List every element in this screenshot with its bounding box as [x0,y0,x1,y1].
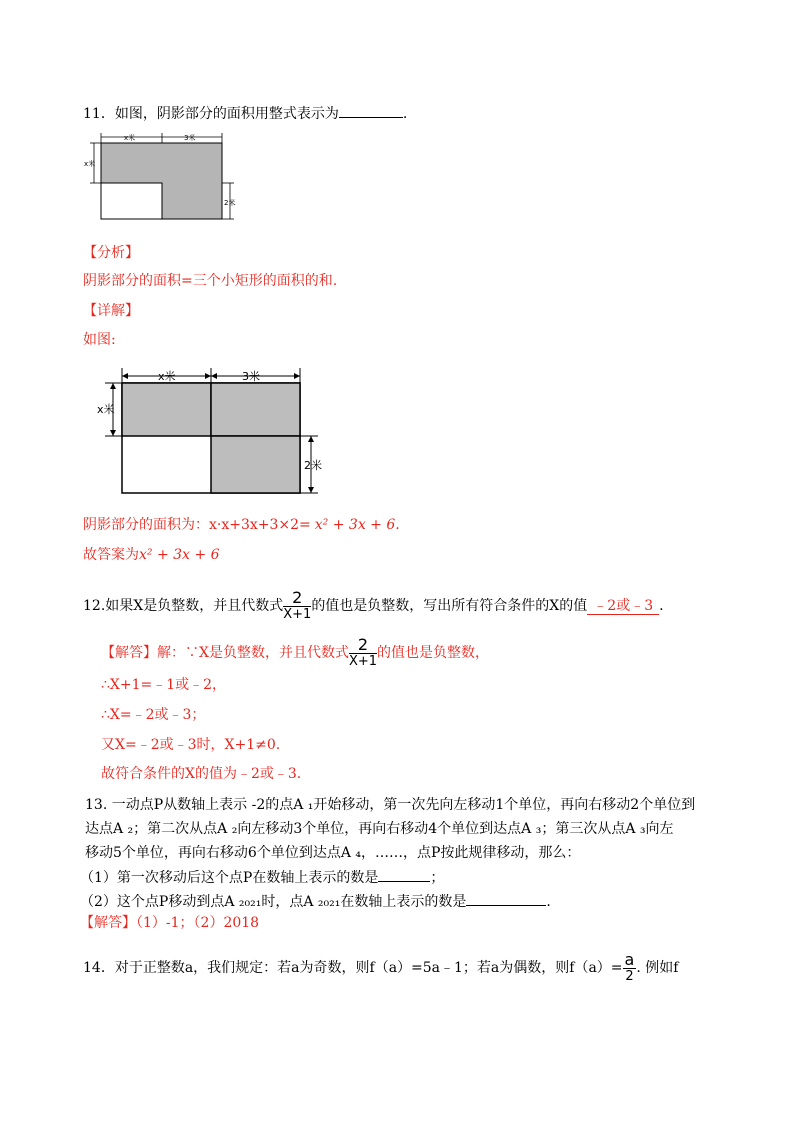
q12-end: . [659,598,664,614]
q11-answer-line [83,546,219,564]
q11-analysis-text: 阴影部分的面积=三个小矩形的面积的和. [83,273,338,289]
q11-detail-heading: 【详解】 [83,303,139,319]
q13-line3: 移动5个单位，再向右移动6个单位到达点A ₄，……，点P按此规律移动，那么： [85,845,581,861]
q11-analysis-heading: 【分析】 [83,245,139,261]
q11-area-prefix: 阴影部分的面积为：x·x+3x+3×2= [83,517,311,533]
q13-part2-text: （2）这个点P移动到点A ₂₀₂₁时，点A ₂₀₂₁在数轴上表示的数是 [80,894,467,910]
q13-part2 [80,891,551,911]
fig2-height-label2: 2米 [304,459,322,472]
fig2-height-label: x米 [97,403,115,416]
q14-frac-den: 2 [625,968,634,984]
q12-frac-num: 2 [283,590,311,607]
q11-question [83,103,407,123]
q13-part1 [80,867,444,887]
q14-end: . 例如f [636,960,679,976]
q12-suffix: 的值也是负整数，写出所有符合条件的X的值 [311,598,588,614]
q11-figure [80,132,250,227]
q13-part2-blank [466,891,546,906]
q12-sol-line3: ∴X=﹣2或﹣3； [101,707,206,723]
q12-sol-line1 [101,633,489,673]
q11-answer-prefix: 故答案为 [83,547,139,563]
q12-sol1-prefix: 【解答】解：∵X是负整数，并且代数式 [101,645,349,661]
q12-question [83,586,664,626]
q11-figure-caption: 如图: [83,332,116,348]
q12-sol-frac-den: X+1 [348,653,378,669]
q13-answer: 【解答】（1）-1；（2）2018 [80,915,260,931]
q13-part1-text: （1）第一次移动后这个点P在数轴上表示的数是 [80,870,379,886]
q14-text: 14．对于正整数a，我们规定：若a为奇数，则f（a）=5a﹣1；若a为偶数，则f（a）= [83,960,623,976]
q12-sol-line5: 故符合条件的X的值为﹣2或﹣3. [101,766,302,782]
q12-sol-line2: ∴X+1=﹣1或﹣2， [101,677,227,693]
q11-end: . [402,106,408,122]
q13-line2: 达点A ₂；第二次从点A ₂向左移动3个单位，再向右移动4个单位到达点A ₃；第三次从点A ₃向左 [85,821,674,837]
q13-part2-end: . [546,894,551,910]
q14-fraction [623,949,637,985]
q12-prefix: 12.如果X是负整数，并且代数式 [83,598,284,614]
q11-answer-expr: x² + 3x + 6 [139,547,220,563]
q14-question [83,948,678,988]
q11-text: 11．如图，阴影部分的面积用整式表示为 [83,106,339,122]
fig1-width-label2: 3米 [184,134,196,142]
q12-frac-den: X+1 [283,606,312,622]
q12-sol1-suffix: 的值也是负整数， [377,645,490,661]
q11-area-line [83,516,400,534]
fig2-width-label2: 3米 [242,370,260,383]
fig2-width-label: x米 [158,370,176,383]
q14-frac-num: a [624,949,635,969]
q12-sol-fraction [348,634,378,670]
q12-fraction [283,587,312,623]
q11-detail-figure [92,362,332,497]
q12-sol-line4: 又X=﹣2或﹣3时，X+1≠0. [101,737,281,753]
fig1-height-label: x米 [84,160,96,168]
q11-blank [339,103,403,118]
q13-line1: 13. 一动点P从数轴上表示 -2的点A ₁开始移动，第一次先向左移动1个单位，再向右移动2个单位到 [85,797,696,813]
q11-area-expr: x² + 3x + 6. [314,517,400,533]
q13-part1-blank [378,867,430,882]
q12-answer: ﹣2或﹣3 [587,598,659,615]
fig1-width-label: x米 [124,134,136,142]
fig1-height-label2: 2米 [224,199,236,207]
q12-sol-frac-num: 2 [349,637,377,654]
q13-part1-end: ； [430,870,445,886]
